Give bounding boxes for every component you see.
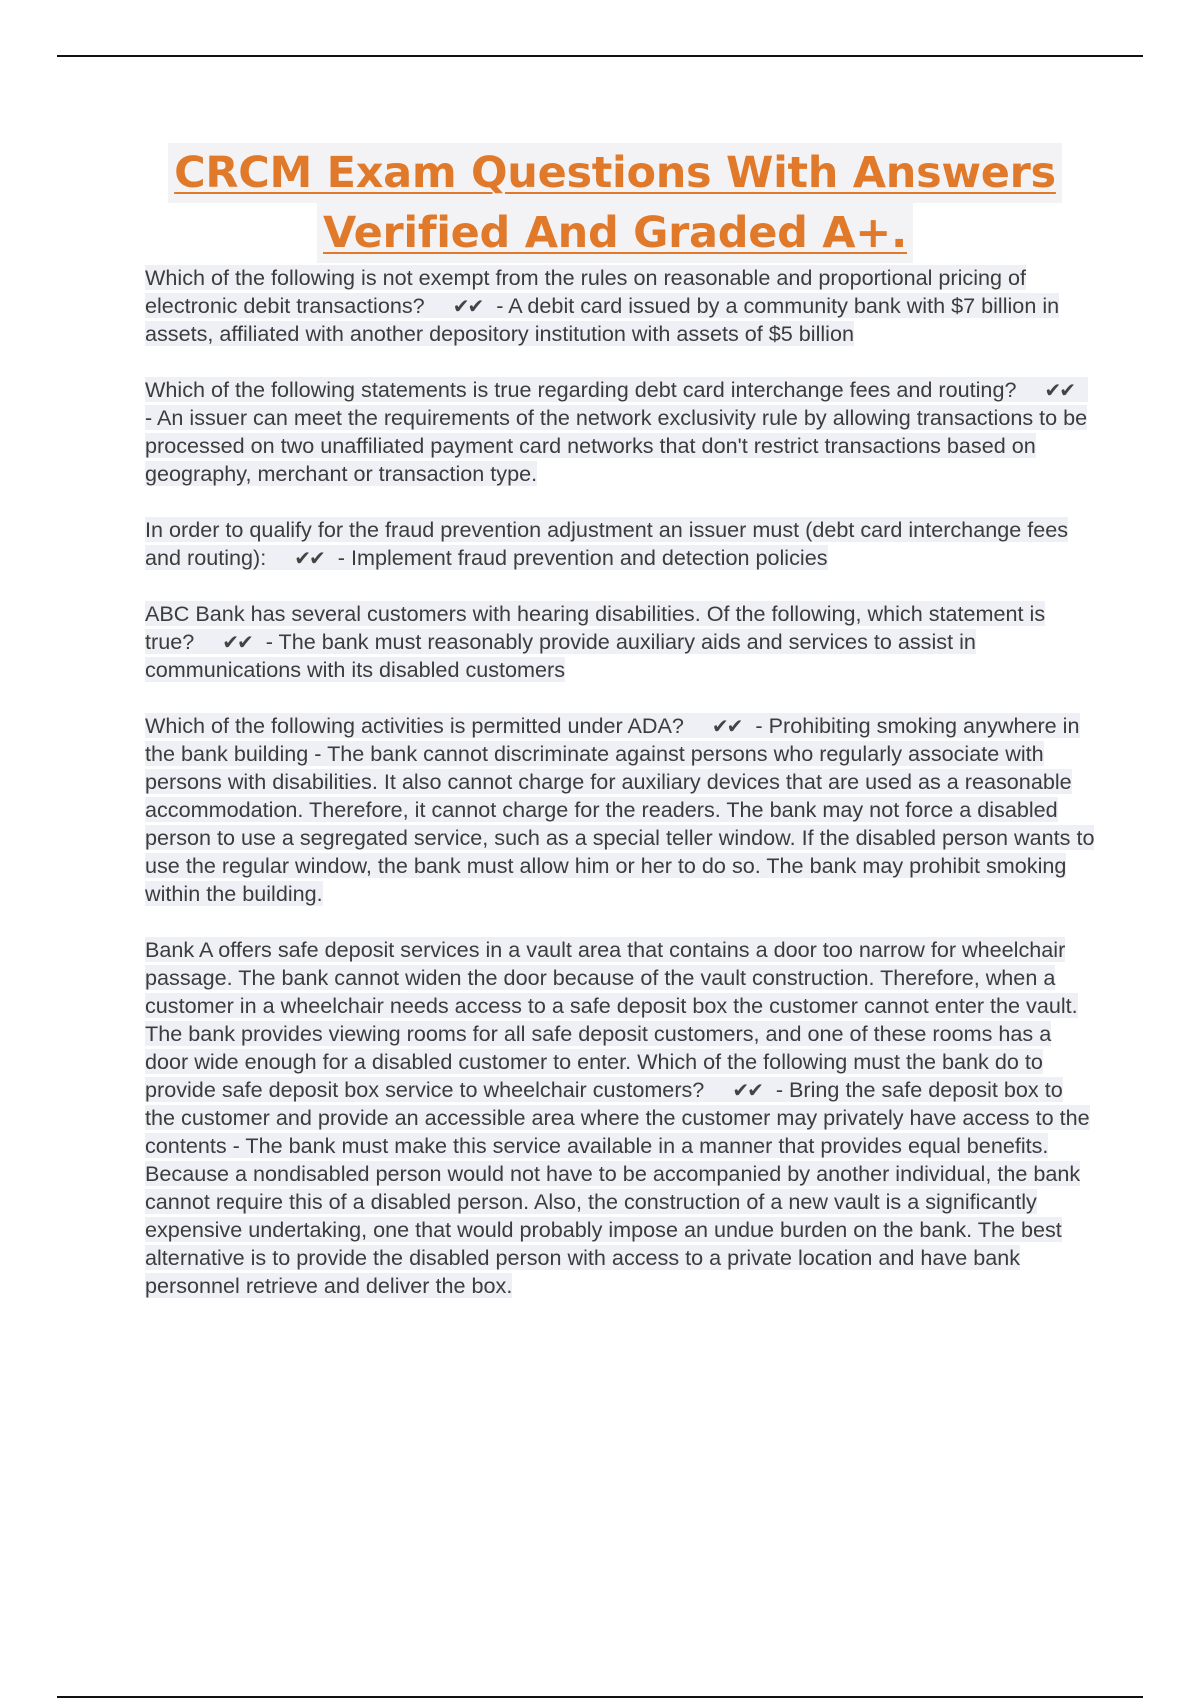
check-icon: ✔✔ bbox=[732, 1078, 762, 1102]
check-icon: ✔✔ bbox=[222, 630, 252, 654]
qa-item-6 bbox=[145, 936, 1095, 1300]
question-5: Which of the following activities is permitted under ADA? bbox=[145, 713, 684, 738]
title-line-1: CRCM Exam Questions With Answers bbox=[168, 143, 1062, 203]
qa-item-4 bbox=[145, 600, 1095, 684]
qa-item-3 bbox=[145, 516, 1095, 572]
answer-1: - A debit card issued by a community bank with $7 billion in assets, affiliated with another depository institution with assets of $5 billion bbox=[145, 293, 1060, 346]
qa-list bbox=[145, 264, 1095, 1328]
bottom-rule bbox=[57, 1696, 1143, 1698]
question-6: Bank A offers safe deposit services in a vault area that contains a door too narrow for wheelchair passage. The bank cannot widen the door because of the vault construction. Therefore, when a customer in a wheelchair needs access to a safe deposit box the customer cannot enter the vault. The bank provides viewing rooms for all safe deposit customers, and one of these rooms has a door wide enough for a disabled customer to enter. Which of the following must the bank do to provide safe deposit box service to wheelchair customers? bbox=[145, 937, 1078, 1102]
question-3: In order to qualify for the fraud prevention adjustment an issuer must (debt card interchange fees and routing): bbox=[145, 517, 1069, 570]
document-title bbox=[150, 143, 1080, 263]
qa-item-1 bbox=[145, 264, 1095, 348]
answer-6: - Bring the safe deposit box to the customer and provide an accessible area where the customer may privately have access to the contents - The bank must make this service available in a manner that provides equal benefits. Because a nondisabled person would not have to be accompanied by another individual, the bank cannot require this of a disabled person. Also, the construction of a new vault is a significantly expensive undertaking, one that would probably impose an undue burden on the bank. The best alternative is to provide the disabled person with access to a private location and have bank personnel retrieve and deliver the box. bbox=[145, 1077, 1090, 1298]
check-icon: ✔✔ bbox=[1044, 378, 1074, 402]
answer-2: - An issuer can meet the requirements of the network exclusivity rule by allowing transactions to be processed on two unaffiliated payment card networks that don't restrict transactions based on geography, merchant or transaction type. bbox=[145, 405, 1088, 486]
answer-3: - Implement fraud prevention and detection policies bbox=[337, 545, 828, 570]
answer-5: - Prohibiting smoking anywhere in the bank building - The bank cannot discriminate against persons who regularly associate with persons with disabilities. It also cannot charge for auxiliary devices that are used as a reasonable accommodation. Therefore, it cannot charge for the readers. The bank may not force a disabled person to use a segregated service, such as a special teller window. If the disabled person wants to use the regular window, the bank must allow him or her to do so. The bank may prohibit smoking within the building. bbox=[145, 713, 1095, 906]
top-rule bbox=[57, 55, 1143, 57]
question-4: ABC Bank has several customers with hearing disabilities. Of the following, which statement is true? bbox=[145, 601, 1046, 654]
answer-4: - The bank must reasonably provide auxiliary aids and services to assist in communications with its disabled customers bbox=[145, 629, 976, 682]
question-2: Which of the following statements is true regarding debt card interchange fees and routing? bbox=[145, 377, 1017, 402]
check-icon: ✔✔ bbox=[294, 546, 324, 570]
question-1: Which of the following is not exempt from the rules on reasonable and proportional pricing of electronic debit transactions? bbox=[145, 265, 1027, 318]
title-line-2: Verified And Graded A+. bbox=[317, 203, 913, 263]
qa-item-2 bbox=[145, 376, 1095, 488]
check-icon: ✔✔ bbox=[711, 714, 742, 738]
qa-item-5 bbox=[145, 712, 1095, 908]
check-icon: ✔✔ bbox=[452, 294, 483, 318]
